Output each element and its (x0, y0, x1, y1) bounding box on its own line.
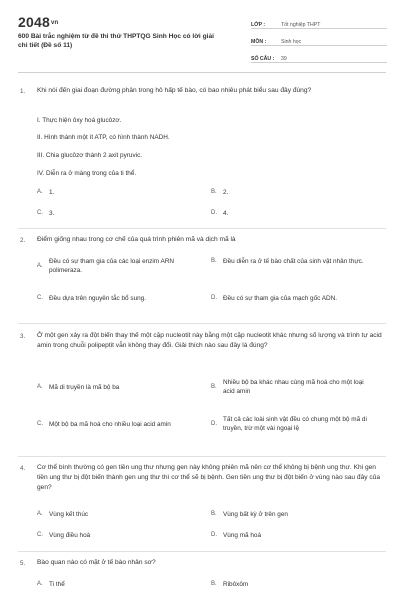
option-text: Ti thể (49, 581, 65, 588)
question-text: Ở một gen xảy ra đột biến thay thế một cặp nucleotit này bằng một cặp nucleotit khác nhưng số lượng và trình tự acid amin trong chuỗi polipeptit vẫn không thay đổi. Giải thích nào sau đây là đúng? (37, 332, 382, 349)
brand-name: 2048 (18, 14, 50, 30)
answer-option-a[interactable] (37, 580, 197, 589)
option-letter: A. (37, 581, 43, 587)
question-statement: III. Chia glucôzơ thành 2 axit pyruvic. (37, 152, 143, 159)
meta-value: Tốt nghiệp THPT (281, 22, 321, 28)
option-text: Đều có sự tham gia của mạch gốc ADN. (223, 295, 338, 302)
question-number: 5. (20, 560, 26, 567)
answer-option-d[interactable] (211, 415, 371, 433)
option-text: Ribôxôm (223, 581, 249, 588)
meta-key: MÔN : (251, 39, 267, 45)
option-text: 4. (223, 210, 229, 217)
option-text: Vùng bất kỳ ở trên gen (223, 511, 288, 518)
option-text: Mã di truyền là mã bộ ba (49, 384, 120, 391)
option-letter: B. (211, 258, 217, 264)
question-number: 4. (20, 465, 26, 472)
answer-option-a[interactable] (37, 188, 197, 197)
option-text: Đều dựa trên nguyên tắc bổ sung. (49, 295, 147, 302)
answer-option-a[interactable] (37, 257, 197, 275)
question-text: Bào quan nào có mặt ở tế bào nhân sơ? (37, 559, 156, 566)
meta-key: LỚP : (251, 22, 266, 28)
document-title: 600 Bài trắc nghiệm từ đề thi thử THPTQG Sinh Học có lời giải chi tiết (Đề số 11) (18, 33, 214, 49)
answer-option-a[interactable] (37, 510, 197, 519)
meta-value: 39 (281, 56, 287, 62)
option-letter: D. (211, 295, 217, 301)
question-statement: II. Hình thành một ít ATP, có hình thành NADH. (37, 134, 170, 141)
option-letter: A. (37, 189, 43, 195)
question-divider (18, 456, 386, 457)
document-meta (251, 14, 387, 65)
answer-option-b[interactable] (211, 257, 371, 266)
answer-option-d[interactable] (211, 209, 371, 218)
option-letter: C. (37, 295, 43, 301)
option-text: Đều diễn ra ở tế bào chất của sinh vật nhân thực. (223, 258, 364, 265)
option-letter: C. (37, 210, 43, 216)
meta-row-class (251, 14, 387, 29)
answer-option-a[interactable] (37, 383, 197, 392)
question-text: Khi nói đến giai đoạn đường phân trong hô hấp tế bào, có bao nhiêu phát biểu sau đây đúng? (37, 87, 312, 94)
option-letter: B. (211, 581, 217, 587)
option-text: 3. (49, 210, 55, 217)
option-text: 2. (223, 189, 229, 196)
option-letter: A. (37, 262, 43, 269)
question-number: 2. (20, 237, 26, 244)
question-number: 3. (20, 333, 26, 340)
meta-row-count (251, 48, 387, 63)
option-letter: A. (37, 511, 43, 517)
brand-logo[interactable] (18, 14, 58, 30)
answer-option-b[interactable] (211, 580, 371, 589)
option-letter: D. (211, 420, 217, 427)
option-letter: D. (211, 532, 217, 538)
answer-option-c[interactable] (37, 420, 197, 429)
option-text: Vùng mã hoá (223, 532, 262, 539)
answer-option-b[interactable] (211, 510, 371, 519)
option-letter: B. (211, 511, 217, 517)
brand-suffix: vn (50, 20, 59, 27)
option-text: Vùng điều hoà (49, 532, 91, 539)
option-text: Một bộ ba mã hoá cho nhiều loại acid amin (49, 421, 171, 428)
question-statement: IV. Diễn ra ở màng trong của ti thể. (37, 170, 137, 177)
meta-row-subject (251, 31, 387, 46)
document-header (0, 0, 400, 66)
option-letter: C. (37, 421, 43, 427)
answer-option-c[interactable] (37, 531, 197, 540)
option-letter: D. (211, 210, 217, 216)
question-divider (18, 228, 386, 229)
option-letter: A. (37, 384, 43, 390)
header-divider (18, 72, 386, 73)
answer-option-c[interactable] (37, 294, 197, 303)
question-text: Cơ thể bình thường có gen tiền ung thư nhưng gen này không phiên mã nên cơ thể không bị bệnh ung thư. Khi gen tiền ung thư bị đột biến thành gen ung thư thì cơ thể sẽ bị bệnh. Gen tiền ung thư bị đột biến ở vùng nào sau đây của gen? (37, 464, 381, 491)
answer-option-b[interactable] (211, 378, 371, 396)
answer-option-c[interactable] (37, 209, 197, 218)
option-letter: C. (37, 532, 43, 538)
question-number: 1. (20, 88, 26, 95)
option-letter: B. (211, 189, 217, 195)
answer-option-b[interactable] (211, 188, 371, 197)
option-text: Tất cả các loài sinh vật đều có chung một bộ mã di truyền, trừ một vài ngoại lệ (223, 416, 367, 432)
option-letter: B. (211, 383, 217, 390)
answer-option-d[interactable] (211, 294, 371, 303)
meta-key: SỐ CÂU : (251, 56, 275, 62)
option-text: Đều có sự tham gia của các loại enzim ARN polimeraza. (49, 258, 175, 274)
question-divider (18, 551, 386, 552)
question-text: Điểm giống nhau trong cơ chế của quá trình phiên mã và dịch mã là (37, 236, 236, 243)
answer-option-d[interactable] (211, 531, 371, 540)
option-text: 1. (49, 189, 55, 196)
question-divider (18, 323, 386, 324)
option-text: Vùng kết thúc (49, 511, 89, 518)
option-text: Nhiều bộ ba khác nhau cùng mã hoá cho một loại acid amin (223, 379, 364, 395)
meta-value: Sinh học (281, 39, 302, 45)
question-statement: I. Thực hiện ôxy hoá glucôzơ. (37, 117, 122, 124)
